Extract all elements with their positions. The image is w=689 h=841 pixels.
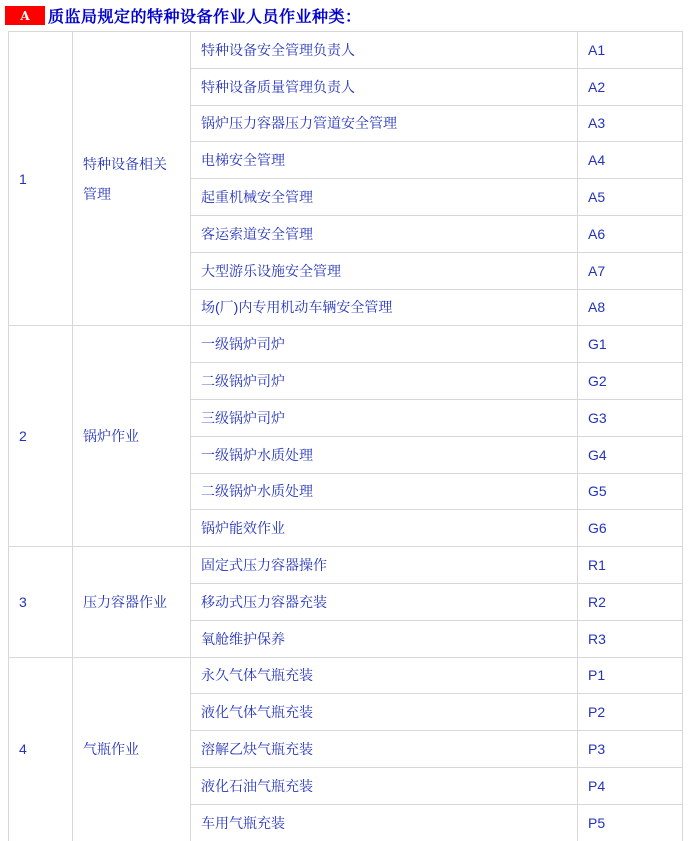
item-code: G6 (578, 510, 683, 547)
item-name: 二级锅炉水质处理 (191, 473, 578, 510)
group-category (73, 32, 191, 326)
group-category-label: 锅炉作业 (83, 428, 139, 445)
item-code: G4 (578, 436, 683, 473)
item-code: G3 (578, 399, 683, 436)
group-category-label: 压力容器作业 (83, 593, 167, 610)
page-header (0, 0, 689, 31)
item-code: R3 (578, 620, 683, 657)
item-name: 液化气体气瓶充装 (191, 694, 578, 731)
item-name: 移动式压力容器充装 (191, 583, 578, 620)
item-code: P4 (578, 767, 683, 804)
group-category (73, 657, 191, 841)
item-code: A6 (578, 215, 683, 252)
item-name: 氧舱维护保养 (191, 620, 578, 657)
table-row (9, 547, 683, 584)
item-code: A8 (578, 289, 683, 326)
item-code: G5 (578, 473, 683, 510)
group-category-label: 特种设备相关管理 (83, 155, 167, 202)
item-code: A4 (578, 142, 683, 179)
item-name: 锅炉能效作业 (191, 510, 578, 547)
item-code: R2 (578, 583, 683, 620)
item-code: A2 (578, 68, 683, 105)
category-badge: A (5, 6, 45, 25)
item-name: 一级锅炉司炉 (191, 326, 578, 363)
group-category (73, 326, 191, 547)
item-name: 三级锅炉司炉 (191, 399, 578, 436)
item-code: G2 (578, 363, 683, 400)
table-row (9, 32, 683, 69)
item-name: 电梯安全管理 (191, 142, 578, 179)
item-name: 一级锅炉水质处理 (191, 436, 578, 473)
item-code: P3 (578, 731, 683, 768)
item-name: 锅炉压力容器压力管道安全管理 (191, 105, 578, 142)
item-code: G1 (578, 326, 683, 363)
group-category (73, 547, 191, 657)
item-code: P1 (578, 657, 683, 694)
table-row (9, 326, 683, 363)
item-name: 固定式压力容器操作 (191, 547, 578, 584)
group-number: 2 (9, 326, 73, 547)
item-code: A3 (578, 105, 683, 142)
item-name: 二级锅炉司炉 (191, 363, 578, 400)
item-code: P2 (578, 694, 683, 731)
group-number: 1 (9, 32, 73, 326)
item-name: 客运索道安全管理 (191, 215, 578, 252)
item-code: A7 (578, 252, 683, 289)
item-name: 特种设备安全管理负责人 (191, 32, 578, 69)
item-code: R1 (578, 547, 683, 584)
group-number: 3 (9, 547, 73, 657)
item-name: 大型游乐设施安全管理 (191, 252, 578, 289)
page-title: 质监局规定的特种设备作业人员作业种类： (48, 9, 362, 26)
table-row (9, 657, 683, 694)
item-name: 液化石油气瓶充装 (191, 767, 578, 804)
group-category-label: 气瓶作业 (83, 741, 139, 758)
item-name: 特种设备质量管理负责人 (191, 68, 578, 105)
item-name: 永久气体气瓶充装 (191, 657, 578, 694)
item-code: P5 (578, 804, 683, 841)
item-name: 车用气瓶充装 (191, 804, 578, 841)
item-code: A1 (578, 32, 683, 69)
group-number: 4 (9, 657, 73, 841)
item-code: A5 (578, 179, 683, 216)
item-name: 场(厂)内专用机动车辆安全管理 (191, 289, 578, 326)
items-table (8, 31, 683, 841)
item-name: 溶解乙炔气瓶充装 (191, 731, 578, 768)
item-name: 起重机械安全管理 (191, 179, 578, 216)
